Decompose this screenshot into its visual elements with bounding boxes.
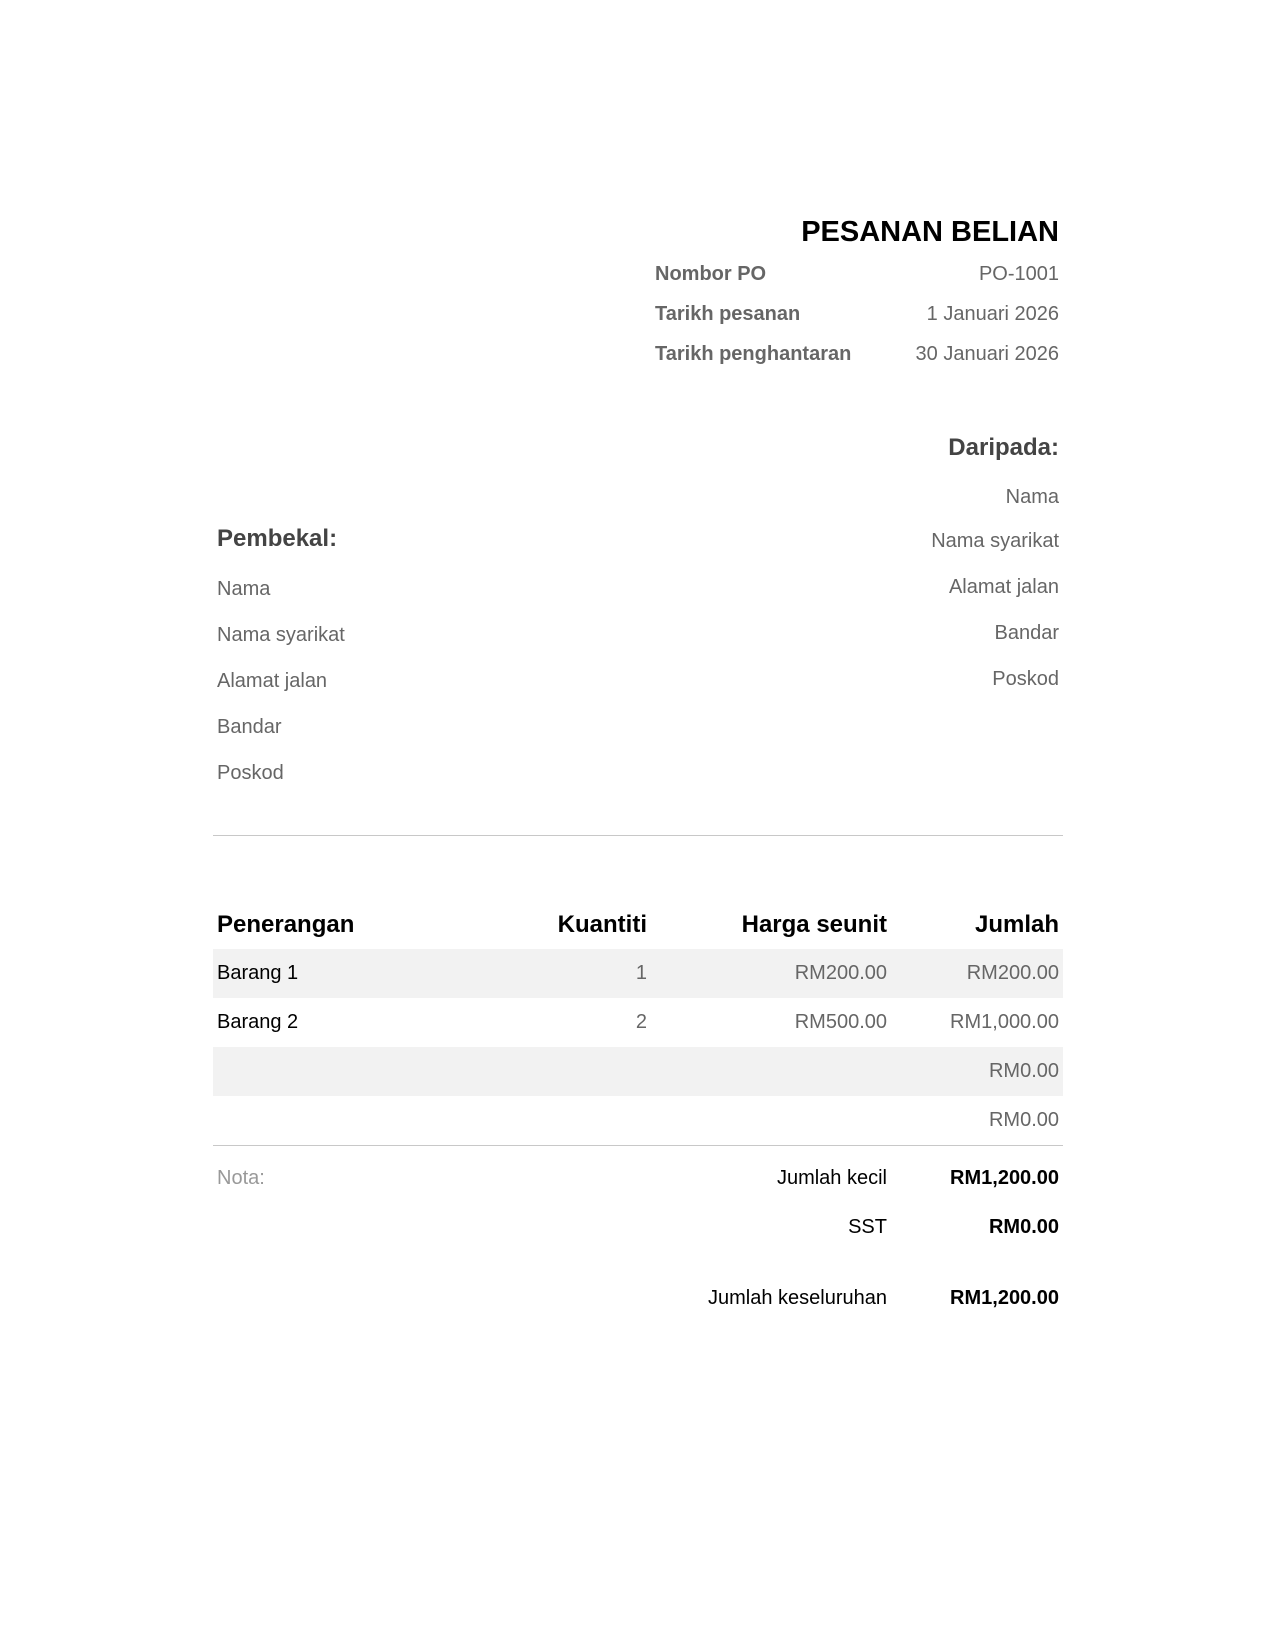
column-header-amount: Jumlah [974,911,1059,938]
from-name: Nama [1005,486,1059,508]
from-company: Nama syarikat [931,530,1059,552]
notes-label: Nota: [217,1167,265,1189]
from-street: Alamat jalan [948,576,1059,598]
column-header-description: Penerangan [217,911,355,938]
column-header-unit-price: Harga seunit [741,911,887,938]
meta-value: 1 Januari 2026 [926,303,1059,325]
supplier-name: Nama [217,578,271,600]
item-description: Barang 1 [217,962,299,984]
item-description: Barang 2 [217,1011,299,1033]
supplier-street: Alamat jalan [217,670,328,692]
table-row [213,998,1063,1047]
column-header-quantity: Kuantiti [557,911,647,938]
supplier-city: Bandar [217,716,282,738]
item-amount: RM0.00 [988,1060,1059,1082]
meta-value: PO-1001 [978,263,1059,285]
grand-total-label: Jumlah keseluruhan [708,1287,887,1309]
item-amount: RM200.00 [966,962,1059,984]
subtotal-value: RM1,200.00 [950,1167,1059,1189]
table-row [213,949,1063,998]
meta-row-po-number [655,261,1059,287]
from-heading: Daripada: [948,434,1059,461]
table-bottom-divider [213,1145,1063,1146]
item-quantity: 1 [635,962,647,984]
meta-row-delivery-date [655,341,1059,367]
from-city: Bandar [994,622,1059,644]
meta-label: Nombor PO [655,263,767,285]
meta-label: Tarikh pesanan [655,303,801,325]
supplier-heading: Pembekal: [217,525,338,552]
tax-label: SST [848,1216,887,1238]
purchase-order-page [213,0,1063,1650]
section-divider [213,835,1063,836]
table-row [213,1096,1063,1145]
item-amount: RM1,000.00 [950,1011,1059,1033]
meta-label: Tarikh penghantaran [655,343,852,365]
supplier-postcode: Poskod [217,762,284,784]
supplier-company: Nama syarikat [217,624,345,646]
item-unit-price: RM200.00 [794,962,887,984]
subtotal-label: Jumlah kecil [776,1167,887,1189]
from-postcode: Poskod [992,668,1059,690]
table-row [213,1047,1063,1096]
tax-value: RM0.00 [988,1216,1059,1238]
item-amount: RM0.00 [988,1109,1059,1131]
document-title: PESANAN BELIAN [801,216,1059,248]
item-quantity: 2 [635,1011,647,1033]
meta-value: 30 Januari 2026 [915,343,1059,365]
grand-total-value: RM1,200.00 [950,1287,1059,1309]
item-unit-price: RM500.00 [794,1011,887,1033]
meta-row-order-date [655,301,1059,327]
